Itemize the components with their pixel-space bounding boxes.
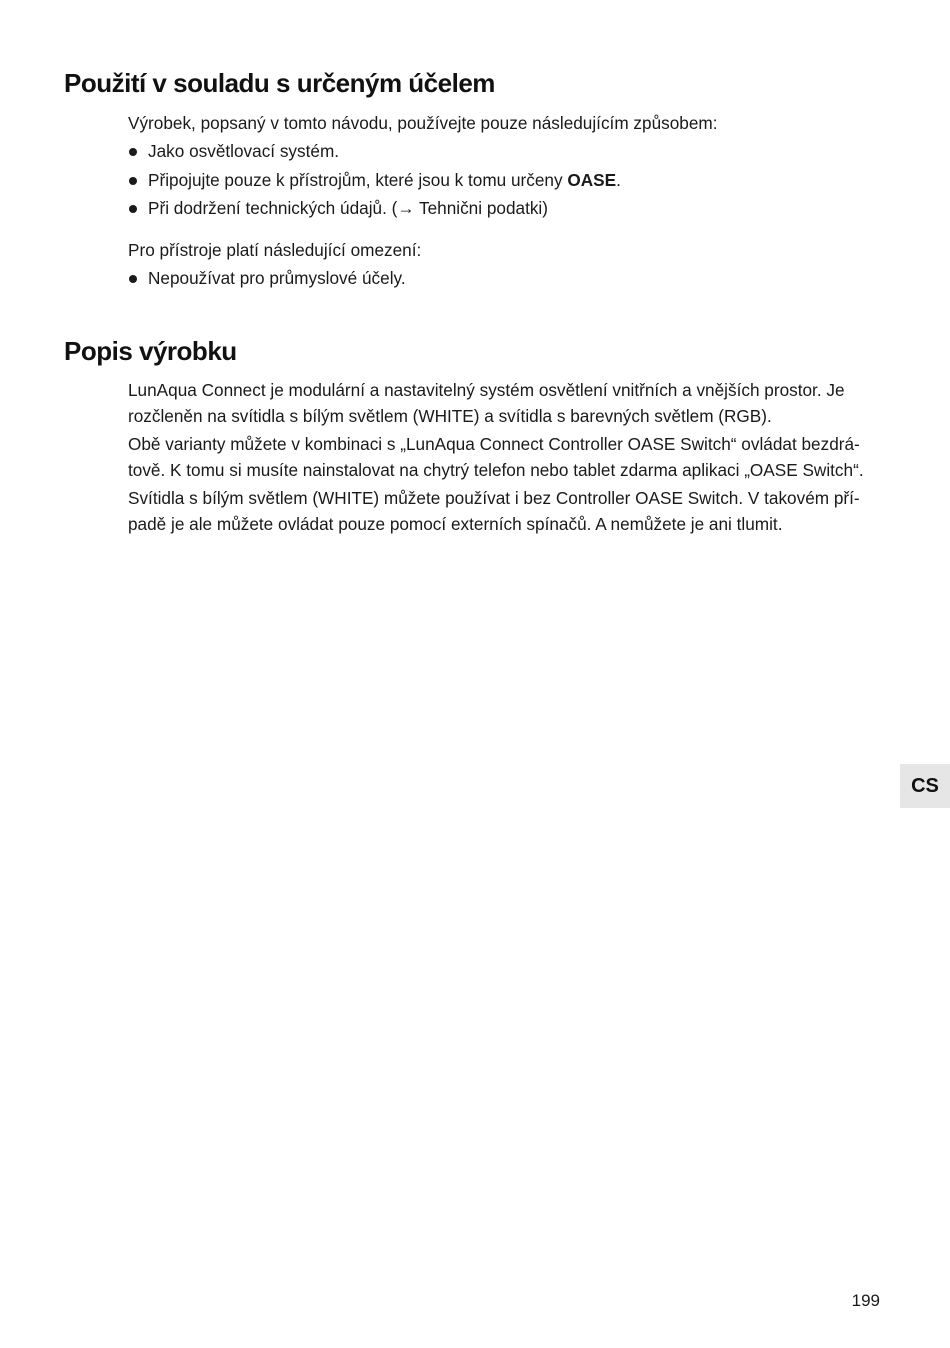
intended-use-intro (128, 110, 888, 136)
list-item (128, 195, 888, 224)
bullet-icon (129, 177, 137, 185)
paragraph (128, 377, 888, 429)
section-heading-intended-use: Použití v souladu s určeným účelem (64, 68, 495, 98)
intro-text: Výrobek, popsaný v tomto návodu, používejte pouze následujícím způsobem: (128, 113, 718, 133)
bullet-icon (129, 275, 137, 283)
bullet-icon (129, 148, 137, 156)
page-number: 199 (851, 1291, 880, 1310)
list-item (128, 167, 888, 196)
list-item-text: Připojujte pouze k přístrojům, které jsou k tomu určeny (148, 169, 568, 190)
brand-name: OASE (567, 169, 617, 190)
paragraph-line: Svítidla s bílým světlem (WHITE) můžete používat i bez Controller OASE Switch. V takovém pří- (128, 488, 860, 508)
list-item-text: Při dodržení technických údajů. (→ Tehnični podatki) (148, 198, 548, 218)
language-tab: CS (900, 764, 950, 808)
paragraph (128, 431, 888, 483)
restriction-intro (128, 237, 888, 263)
list-item-text: Jako osvětlovací systém. (148, 141, 340, 161)
list-item (128, 265, 888, 294)
product-description (128, 377, 888, 539)
list-item (128, 138, 888, 167)
paragraph-line: rozčleněn na svítidla s bílým světlem (WHITE) a svítidla s barevných světlem (RGB). (128, 406, 772, 426)
list-item-text: Nepoužívat pro průmyslové účely. (148, 268, 406, 288)
paragraph (128, 485, 888, 537)
section-heading-product-description: Popis výrobku (64, 336, 237, 366)
paragraph-line: LunAqua Connect je modulární a nastavitelný systém osvětlení vnitřních a vnějších prostor. Je (128, 380, 845, 400)
intended-use-list (128, 138, 888, 224)
paragraph-line: padě je ale můžete ovládat pouze pomocí externích spínačů. A nemůžete je ani tlumit. (128, 514, 783, 534)
paragraph-line: tově. K tomu si musíte nainstalovat na chytrý telefon nebo tablet zdarma aplikaci „OASE Switch“. (128, 460, 864, 480)
bullet-icon (129, 205, 137, 213)
restriction-intro-text: Pro přístroje platí následující omezení: (128, 240, 422, 260)
restriction-list (128, 265, 888, 294)
paragraph-line: Obě varianty můžete v kombinaci s „LunAqua Connect Controller OASE Switch“ ovládat bezdrá- (128, 434, 860, 454)
list-item-text-end: . (616, 169, 621, 190)
